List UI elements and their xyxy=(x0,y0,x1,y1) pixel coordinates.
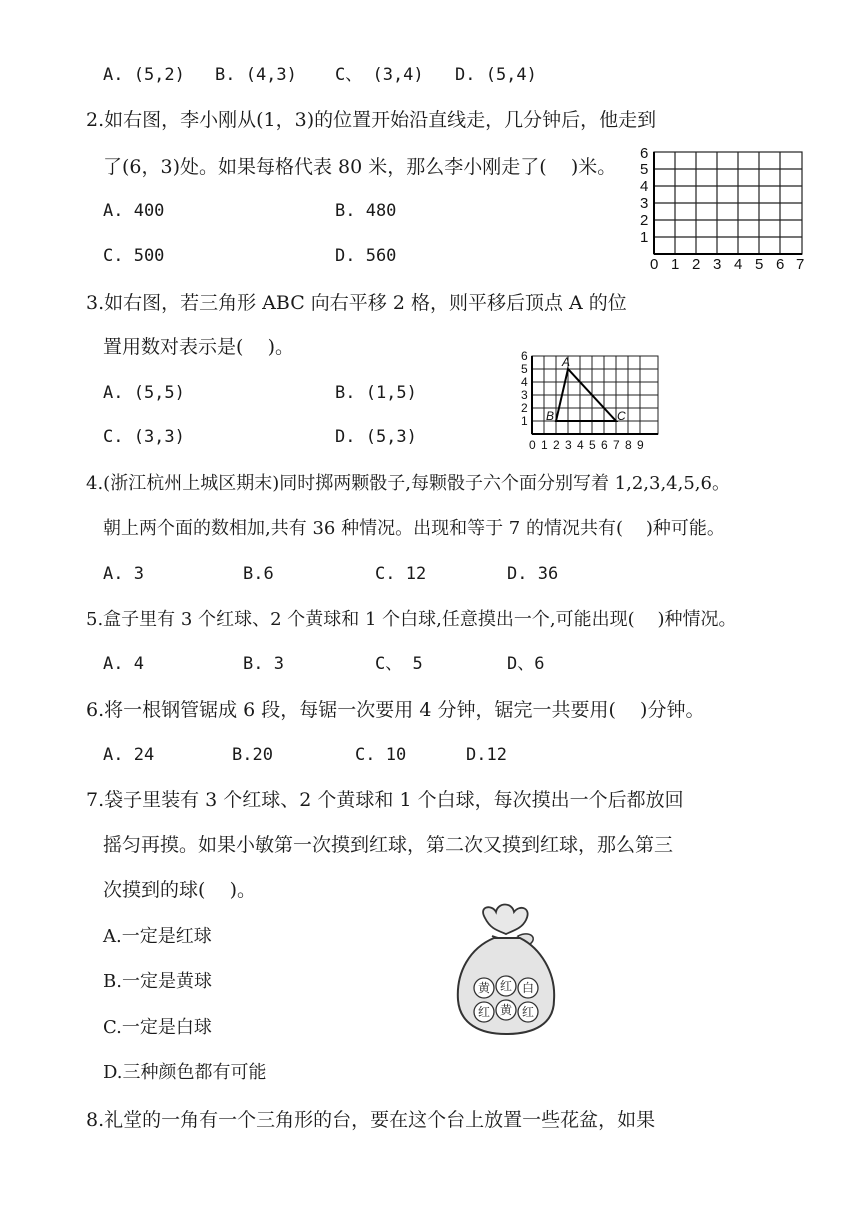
q2-option-c[interactable]: C. 500 xyxy=(103,246,165,266)
q2-x-tick: 5 xyxy=(755,256,764,272)
q1-option-a[interactable]: A. (5,2) xyxy=(103,65,185,85)
q3-text-line1: 3.如右图，若三角形 ABC 向右平移 2 格，则平移后顶点 A 的位 xyxy=(86,292,627,314)
q5-option-c[interactable]: C、 5 xyxy=(375,654,423,674)
q2-x-tick: 1 xyxy=(671,256,680,272)
ball-label: 白 xyxy=(522,981,535,995)
q3-x-tick: 8 xyxy=(625,438,632,452)
q3-text-line2: 置用数对表示是( )。 xyxy=(103,336,294,358)
q2-x-tick: 2 xyxy=(692,256,701,272)
ball-bag-illustration xyxy=(440,900,570,1040)
vertex-a-label: A xyxy=(562,355,571,369)
q2-y-tick: 4 xyxy=(640,178,649,195)
q3-x-tick: 0 xyxy=(529,438,536,452)
q3-option-b[interactable]: B. (1,5) xyxy=(335,383,417,403)
q3-y-tick: 6 xyxy=(521,350,528,363)
q7-text-line2: 摇匀再摸。如果小敏第一次摸到红球，第二次又摸到红球，那么第三 xyxy=(103,834,674,856)
q2-y-tick: 6 xyxy=(640,145,649,162)
q3-y-tick: 2 xyxy=(521,401,528,415)
q2-x-tick: 4 xyxy=(734,256,743,272)
ball-label: 黄 xyxy=(500,1003,513,1017)
q7-option-c[interactable]: C.一定是白球 xyxy=(103,1017,212,1038)
ball-label: 红 xyxy=(500,979,513,993)
q2-y-tick: 5 xyxy=(640,161,649,178)
q2-y-tick: 2 xyxy=(640,212,649,229)
ball-label: 红 xyxy=(522,1005,535,1019)
ball-label: 黄 xyxy=(478,981,491,995)
q7-text-line1: 7.袋子里装有 3 个红球、2 个黄球和 1 个白球，每次摸出一个后都放回 xyxy=(86,789,684,811)
q3-y-tick: 3 xyxy=(521,388,528,402)
q3-option-a[interactable]: A. (5,5) xyxy=(103,383,185,403)
q3-x-tick: 7 xyxy=(613,438,620,452)
q3-option-d[interactable]: D. (5,3) xyxy=(335,427,417,447)
q4-option-c[interactable]: C. 12 xyxy=(375,564,427,584)
q3-option-c[interactable]: C. (3,3) xyxy=(103,427,185,447)
q7-text-line3: 次摸到的球( )。 xyxy=(103,879,256,901)
q7-option-d[interactable]: D.三种颜色都有可能 xyxy=(103,1062,267,1083)
q4-option-d[interactable]: D. 36 xyxy=(507,564,559,584)
q2-x-tick: 6 xyxy=(776,256,785,272)
q8-text-line1: 8.礼堂的一角有一个三角形的台，要在这个台上放置一些花盆，如果 xyxy=(86,1109,656,1131)
q3-x-tick: 6 xyxy=(601,438,608,452)
vertex-b-label: B xyxy=(546,409,555,423)
q3-y-tick: 5 xyxy=(521,362,528,376)
q1-option-c[interactable]: C、 (3,4) xyxy=(335,65,424,85)
q4-text-line1: 4.(浙江杭州上城区期末)同时掷两颗骰子,每颗骰子六个面分别写着 1,2,3,4,5,6。 xyxy=(86,473,730,494)
q4-text-line2: 朝上两个面的数相加,共有 36 种情况。出现和等于 7 的情况共有( )种可能。 xyxy=(103,518,725,539)
q5-text-line1: 5.盒子里有 3 个红球、2 个黄球和 1 个白球,任意摸出一个,可能出现( )种情况。 xyxy=(86,609,737,630)
q6-option-b[interactable]: B.20 xyxy=(232,745,273,765)
q6-text-line1: 6.将一根钢管锯成 6 段，每锯一次要用 4 分钟，锯完一共要用( )分钟。 xyxy=(86,699,705,721)
q2-x-tick: 7 xyxy=(796,256,805,272)
q3-x-tick: 5 xyxy=(589,438,596,452)
q2-text-line2: 了(6，3)处。如果每格代表 80 米，那么李小刚走了( )米。 xyxy=(103,156,617,178)
q6-option-a[interactable]: A. 24 xyxy=(103,745,155,765)
q7-option-a[interactable]: A.一定是红球 xyxy=(103,926,212,947)
q3-x-tick: 9 xyxy=(637,438,644,452)
q2-text-line1: 2.如右图，李小刚从(1，3)的位置开始沿直线走，几分钟后，他走到 xyxy=(86,109,657,131)
q2-x-tick: 3 xyxy=(713,256,722,272)
vertex-c-label: C xyxy=(617,409,626,423)
q2-option-a[interactable]: A. 400 xyxy=(103,201,165,221)
q2-option-b[interactable]: B. 480 xyxy=(335,201,397,221)
q6-option-d[interactable]: D.12 xyxy=(466,745,507,765)
q6-option-c[interactable]: C. 10 xyxy=(355,745,407,765)
q3-x-tick: 4 xyxy=(577,438,584,452)
q1-option-d[interactable]: D. (5,4) xyxy=(455,65,537,85)
q2-coordinate-grid xyxy=(634,144,806,272)
q2-y-tick: 1 xyxy=(640,229,649,246)
q2-x-tick: 0 xyxy=(650,256,659,272)
q5-option-b[interactable]: B. 3 xyxy=(243,654,284,674)
q7-option-b[interactable]: B.一定是黄球 xyxy=(103,971,212,992)
q5-option-a[interactable]: A. 4 xyxy=(103,654,144,674)
q4-option-a[interactable]: A. 3 xyxy=(103,564,144,584)
q4-option-b[interactable]: B.6 xyxy=(243,564,274,584)
q5-option-d[interactable]: D、6 xyxy=(507,654,545,674)
q3-x-tick: 3 xyxy=(565,438,572,452)
q3-x-tick: 1 xyxy=(541,438,548,452)
q1-option-b[interactable]: B. (4,3) xyxy=(215,65,297,85)
q3-x-tick: 2 xyxy=(553,438,560,452)
ball-label: 红 xyxy=(478,1005,491,1019)
q2-y-tick: 3 xyxy=(640,195,649,212)
q3-y-tick: 1 xyxy=(521,414,528,428)
q3-triangle-grid xyxy=(518,350,664,454)
q2-option-d[interactable]: D. 560 xyxy=(335,246,397,266)
q3-y-tick: 4 xyxy=(521,375,528,389)
